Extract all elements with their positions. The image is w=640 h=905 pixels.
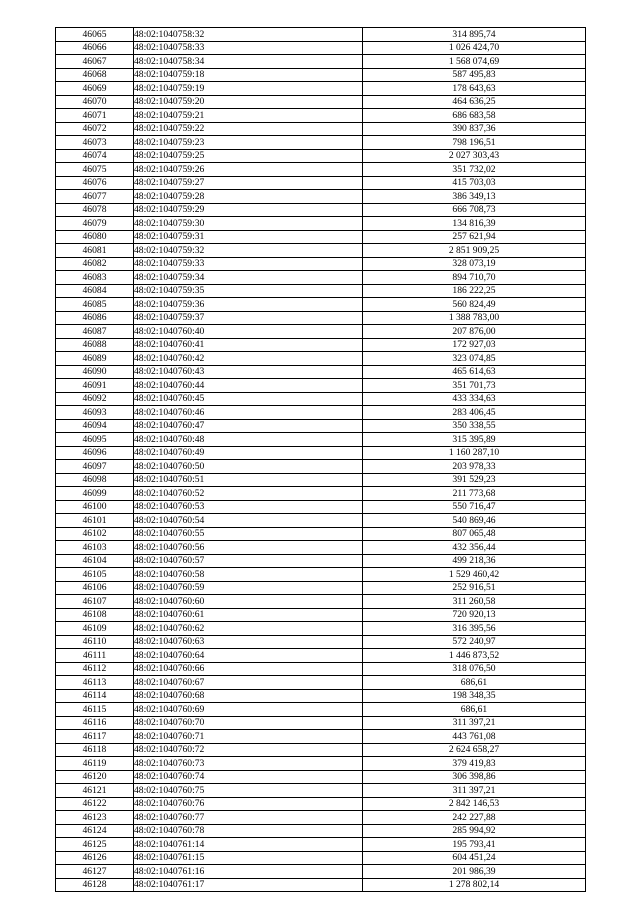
cadastral-value: 257 621,94 [363,230,586,244]
cadastral-number: 48:02:1040760:76 [134,797,363,811]
table-row [56,865,586,879]
cadastral-value: 686,61 [363,676,586,690]
cadastral-value: 2 624 658,27 [363,743,586,757]
row-number: 46086 [56,311,134,325]
row-number: 46104 [56,554,134,568]
table-row [56,716,586,730]
cadastral-number: 48:02:1040760:64 [134,649,363,663]
cadastral-value: 350 338,55 [363,419,586,433]
cadastral-value: 2 851 909,25 [363,244,586,258]
table-row [56,662,586,676]
cadastral-number: 48:02:1040760:70 [134,716,363,730]
row-number: 46097 [56,460,134,474]
cadastral-value: 311 260,58 [363,595,586,609]
table-row [56,352,586,366]
cadastral-value: 178 643,63 [363,82,586,96]
cadastral-number: 48:02:1040759:21 [134,109,363,123]
cadastral-value: 311 397,21 [363,716,586,730]
cadastral-value: 499 218,36 [363,554,586,568]
cadastral-number: 48:02:1040759:35 [134,284,363,298]
row-number: 46121 [56,784,134,798]
row-number: 46113 [56,676,134,690]
cadastral-number: 48:02:1040761:17 [134,878,363,892]
table-row [56,55,586,69]
table-row [56,541,586,555]
cadastral-number: 48:02:1040760:74 [134,770,363,784]
row-number: 46094 [56,419,134,433]
cadastral-value: 391 529,23 [363,473,586,487]
row-number: 46124 [56,824,134,838]
cadastral-value: 201 986,39 [363,865,586,879]
cadastral-number: 48:02:1040760:63 [134,635,363,649]
table-row [56,473,586,487]
cadastral-value: 1 278 802,14 [363,878,586,892]
cadastral-number: 48:02:1040760:47 [134,419,363,433]
row-number: 46092 [56,392,134,406]
row-number: 46083 [56,271,134,285]
cadastral-number: 48:02:1040760:55 [134,527,363,541]
row-number: 46122 [56,797,134,811]
row-number: 46101 [56,514,134,528]
row-number: 46126 [56,851,134,865]
row-number: 46106 [56,581,134,595]
table-row [56,851,586,865]
cadastral-number: 48:02:1040760:69 [134,703,363,717]
table-row [56,730,586,744]
cadastral-number: 48:02:1040759:18 [134,68,363,82]
table-row [56,446,586,460]
cadastral-number: 48:02:1040759:30 [134,217,363,231]
row-number: 46090 [56,365,134,379]
cadastral-value: 242 227,88 [363,811,586,825]
row-number: 46098 [56,473,134,487]
row-number: 46081 [56,244,134,258]
table-row [56,95,586,109]
table-row [56,649,586,663]
cadastral-number: 48:02:1040759:23 [134,136,363,150]
cadastral-value: 433 334,63 [363,392,586,406]
row-number: 46088 [56,338,134,352]
table-row [56,527,586,541]
table-row [56,190,586,204]
cadastral-number: 48:02:1040760:50 [134,460,363,474]
cadastral-value: 1 160 287,10 [363,446,586,460]
table-row [56,433,586,447]
cadastral-number: 48:02:1040760:52 [134,487,363,501]
cadastral-value: 172 927,03 [363,338,586,352]
cadastral-value: 1 568 074,69 [363,55,586,69]
table-row [56,109,586,123]
table-row [56,284,586,298]
table-row [56,595,586,609]
cadastral-value: 283 406,45 [363,406,586,420]
cadastral-value: 686,61 [363,703,586,717]
row-number: 46120 [56,770,134,784]
row-number: 46112 [56,662,134,676]
table-row [56,365,586,379]
row-number: 46093 [56,406,134,420]
cadastral-value-table [55,27,586,892]
table-row [56,325,586,339]
cadastral-value: 379 419,83 [363,757,586,771]
cadastral-value: 306 398,86 [363,770,586,784]
row-number: 46115 [56,703,134,717]
cadastral-number: 48:02:1040760:75 [134,784,363,798]
cadastral-value: 316 395,56 [363,622,586,636]
cadastral-number: 48:02:1040758:34 [134,55,363,69]
cadastral-value: 415 703,03 [363,176,586,190]
table-row [56,149,586,163]
row-number: 46070 [56,95,134,109]
row-number: 46117 [56,730,134,744]
cadastral-number: 48:02:1040760:42 [134,352,363,366]
row-number: 46069 [56,82,134,96]
cadastral-value: 432 356,44 [363,541,586,555]
row-number: 46080 [56,230,134,244]
cadastral-number: 48:02:1040760:62 [134,622,363,636]
cadastral-number: 48:02:1040759:27 [134,176,363,190]
cadastral-value: 572 240,97 [363,635,586,649]
row-number: 46125 [56,838,134,852]
table-row [56,392,586,406]
table-row [56,230,586,244]
row-number: 46099 [56,487,134,501]
row-number: 46118 [56,743,134,757]
cadastral-value: 390 837,36 [363,122,586,136]
row-number: 46085 [56,298,134,312]
table-row [56,878,586,892]
cadastral-number: 48:02:1040759:25 [134,149,363,163]
table-row [56,379,586,393]
cadastral-number: 48:02:1040760:53 [134,500,363,514]
row-number: 46077 [56,190,134,204]
cadastral-number: 48:02:1040760:72 [134,743,363,757]
table-row [56,581,586,595]
cadastral-number: 48:02:1040760:67 [134,676,363,690]
cadastral-value: 351 701,73 [363,379,586,393]
cadastral-value: 894 710,70 [363,271,586,285]
table-row [56,568,586,582]
row-number: 46067 [56,55,134,69]
cadastral-value: 443 761,08 [363,730,586,744]
cadastral-number: 48:02:1040760:41 [134,338,363,352]
cadastral-number: 48:02:1040759:37 [134,311,363,325]
row-number: 46127 [56,865,134,879]
row-number: 46087 [56,325,134,339]
cadastral-number: 48:02:1040758:32 [134,28,363,42]
table-row [56,28,586,42]
row-number: 46119 [56,757,134,771]
row-number: 46128 [56,878,134,892]
cadastral-value: 604 451,24 [363,851,586,865]
cadastral-number: 48:02:1040760:68 [134,689,363,703]
row-number: 46109 [56,622,134,636]
cadastral-value: 464 636,25 [363,95,586,109]
cadastral-number: 48:02:1040760:49 [134,446,363,460]
cadastral-value: 351 732,02 [363,163,586,177]
cadastral-value: 386 349,13 [363,190,586,204]
cadastral-value: 315 395,89 [363,433,586,447]
cadastral-number: 48:02:1040760:71 [134,730,363,744]
table-row [56,271,586,285]
row-number: 46096 [56,446,134,460]
table-row [56,500,586,514]
cadastral-number: 48:02:1040758:33 [134,41,363,55]
row-number: 46116 [56,716,134,730]
cadastral-number: 48:02:1040759:28 [134,190,363,204]
cadastral-value: 2 842 146,53 [363,797,586,811]
row-number: 46103 [56,541,134,555]
cadastral-number: 48:02:1040759:26 [134,163,363,177]
cadastral-value: 807 065,48 [363,527,586,541]
cadastral-value: 587 495,83 [363,68,586,82]
document-page [55,27,585,892]
cadastral-number: 48:02:1040760:59 [134,581,363,595]
row-number: 46082 [56,257,134,271]
cadastral-value: 252 916,51 [363,581,586,595]
row-number: 46076 [56,176,134,190]
table-row [56,122,586,136]
cadastral-value: 311 397,21 [363,784,586,798]
row-number: 46111 [56,649,134,663]
cadastral-number: 48:02:1040759:31 [134,230,363,244]
table-row [56,743,586,757]
table-row [56,824,586,838]
cadastral-number: 48:02:1040760:66 [134,662,363,676]
cadastral-number: 48:02:1040759:22 [134,122,363,136]
cadastral-value: 540 869,46 [363,514,586,528]
cadastral-number: 48:02:1040761:15 [134,851,363,865]
cadastral-value: 465 614,63 [363,365,586,379]
row-number: 46079 [56,217,134,231]
row-number: 46102 [56,527,134,541]
cadastral-value: 1 446 873,52 [363,649,586,663]
row-number: 46073 [56,136,134,150]
cadastral-number: 48:02:1040760:51 [134,473,363,487]
table-row [56,703,586,717]
cadastral-number: 48:02:1040759:29 [134,203,363,217]
row-number: 46066 [56,41,134,55]
row-number: 46072 [56,122,134,136]
row-number: 46068 [56,68,134,82]
cadastral-number: 48:02:1040759:34 [134,271,363,285]
table-row [56,811,586,825]
row-number: 46091 [56,379,134,393]
cadastral-number: 48:02:1040759:19 [134,82,363,96]
cadastral-number: 48:02:1040760:57 [134,554,363,568]
cadastral-number: 48:02:1040760:45 [134,392,363,406]
row-number: 46084 [56,284,134,298]
table-row [56,460,586,474]
cadastral-number: 48:02:1040760:48 [134,433,363,447]
cadastral-value: 323 074,85 [363,352,586,366]
cadastral-number: 48:02:1040760:44 [134,379,363,393]
cadastral-value: 798 196,51 [363,136,586,150]
row-number: 46110 [56,635,134,649]
row-number: 46095 [56,433,134,447]
cadastral-value: 203 978,33 [363,460,586,474]
row-number: 46071 [56,109,134,123]
cadastral-value: 207 876,00 [363,325,586,339]
cadastral-value: 666 708,73 [363,203,586,217]
row-number: 46065 [56,28,134,42]
cadastral-number: 48:02:1040761:16 [134,865,363,879]
cadastral-value: 550 716,47 [363,500,586,514]
row-number: 46123 [56,811,134,825]
table-row [56,41,586,55]
cadastral-number: 48:02:1040760:56 [134,541,363,555]
table-row [56,622,586,636]
table-row [56,406,586,420]
cadastral-value: 195 793,41 [363,838,586,852]
table-body [56,28,586,892]
table-row [56,757,586,771]
table-row [56,163,586,177]
cadastral-value: 686 683,58 [363,109,586,123]
table-row [56,176,586,190]
table-row [56,784,586,798]
cadastral-value: 186 222,25 [363,284,586,298]
cadastral-number: 48:02:1040759:32 [134,244,363,258]
table-row [56,514,586,528]
cadastral-value: 211 773,68 [363,487,586,501]
cadastral-number: 48:02:1040759:20 [134,95,363,109]
table-row [56,136,586,150]
table-row [56,838,586,852]
cadastral-number: 48:02:1040760:73 [134,757,363,771]
cadastral-value: 318 076,50 [363,662,586,676]
table-row [56,554,586,568]
cadastral-number: 48:02:1040760:77 [134,811,363,825]
row-number: 46105 [56,568,134,582]
cadastral-value: 328 073,19 [363,257,586,271]
cadastral-value: 314 895,74 [363,28,586,42]
table-row [56,770,586,784]
cadastral-value: 1 026 424,70 [363,41,586,55]
table-row [56,689,586,703]
row-number: 46078 [56,203,134,217]
cadastral-number: 48:02:1040760:61 [134,608,363,622]
table-row [56,257,586,271]
table-row [56,82,586,96]
cadastral-value: 198 348,35 [363,689,586,703]
cadastral-number: 48:02:1040760:58 [134,568,363,582]
cadastral-number: 48:02:1040760:54 [134,514,363,528]
table-row [56,311,586,325]
table-row [56,797,586,811]
row-number: 46108 [56,608,134,622]
cadastral-value: 1 388 783,00 [363,311,586,325]
row-number: 46100 [56,500,134,514]
cadastral-value: 285 994,92 [363,824,586,838]
table-row [56,487,586,501]
table-row [56,203,586,217]
table-row [56,676,586,690]
cadastral-number: 48:02:1040760:78 [134,824,363,838]
table-row [56,244,586,258]
cadastral-number: 48:02:1040759:33 [134,257,363,271]
cadastral-number: 48:02:1040760:46 [134,406,363,420]
table-row [56,338,586,352]
cadastral-number: 48:02:1040760:43 [134,365,363,379]
cadastral-number: 48:02:1040761:14 [134,838,363,852]
table-row [56,419,586,433]
cadastral-value: 720 920,13 [363,608,586,622]
cadastral-value: 2 027 303,43 [363,149,586,163]
row-number: 46074 [56,149,134,163]
table-row [56,217,586,231]
cadastral-value: 134 816,39 [363,217,586,231]
cadastral-number: 48:02:1040759:36 [134,298,363,312]
cadastral-value: 1 529 460,42 [363,568,586,582]
table-row [56,608,586,622]
cadastral-number: 48:02:1040760:40 [134,325,363,339]
table-row [56,68,586,82]
table-row [56,635,586,649]
row-number: 46107 [56,595,134,609]
row-number: 46075 [56,163,134,177]
cadastral-number: 48:02:1040760:60 [134,595,363,609]
row-number: 46114 [56,689,134,703]
cadastral-value: 560 824,49 [363,298,586,312]
table-row [56,298,586,312]
row-number: 46089 [56,352,134,366]
